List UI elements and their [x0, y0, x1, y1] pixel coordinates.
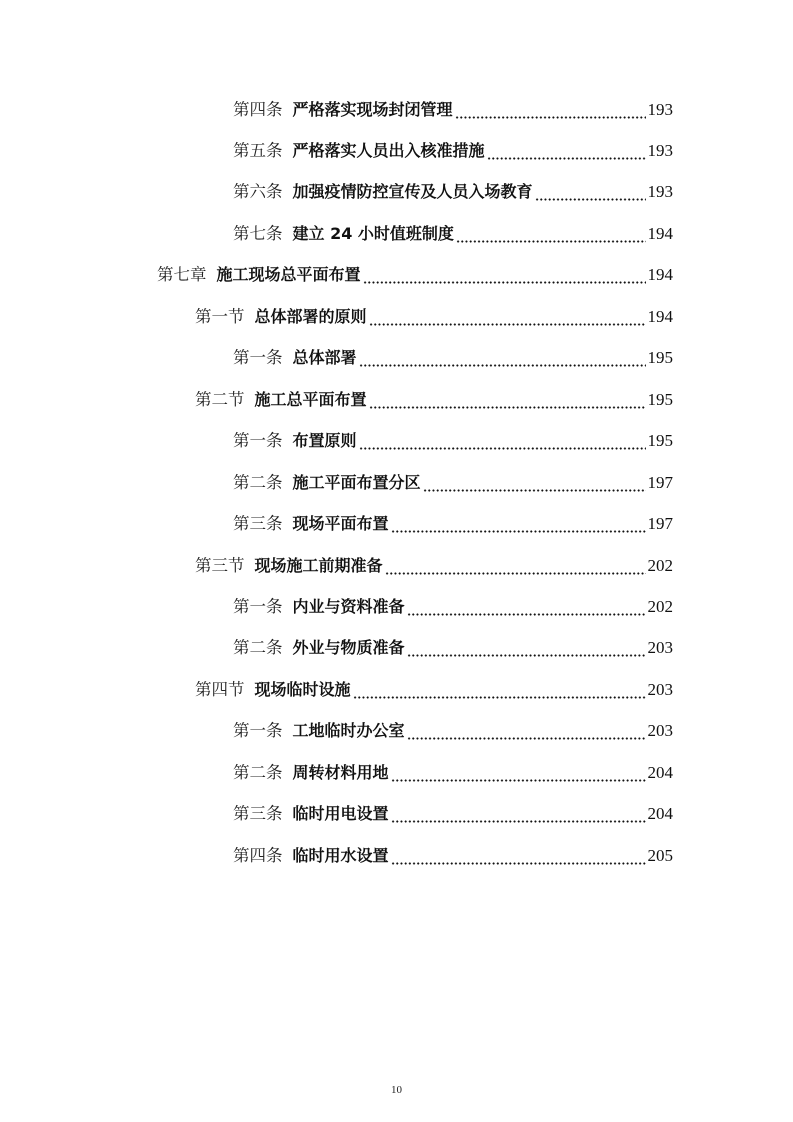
toc-entry[interactable] — [195, 304, 673, 328]
toc-entry-title: 周转材料用地 — [292, 763, 389, 782]
toc-entry-number: 第二条 — [233, 763, 283, 782]
dot-leader — [353, 679, 646, 701]
toc-entry-page: 197 — [647, 514, 673, 533]
dot-leader — [391, 845, 646, 867]
toc-entry-page: 205 — [647, 846, 673, 865]
toc-entry-page: 195 — [647, 348, 673, 367]
toc-entry-page: 193 — [647, 182, 673, 201]
dot-leader — [363, 264, 646, 286]
toc-entry-number: 第一节 — [195, 307, 245, 326]
toc-entry-number: 第二条 — [233, 473, 283, 492]
toc-entry[interactable] — [233, 470, 673, 494]
toc-entry-page: 203 — [647, 721, 673, 740]
toc-entry-page: 197 — [647, 473, 673, 492]
toc-entry-title: 外业与物质准备 — [292, 638, 405, 657]
page-number: 10 — [391, 1084, 402, 1096]
toc-entry[interactable] — [233, 428, 673, 452]
toc-entry-number: 第四条 — [233, 846, 283, 865]
toc-entry-page: 194 — [647, 307, 673, 326]
toc-entry[interactable] — [233, 635, 673, 659]
toc-entry[interactable] — [233, 760, 673, 784]
toc-entry-page: 194 — [647, 265, 673, 284]
toc-entry-title: 临时用水设置 — [292, 846, 389, 865]
toc-entry-page: 195 — [647, 431, 673, 450]
toc-entry[interactable] — [233, 718, 673, 742]
toc-entry-title: 工地临时办公室 — [292, 721, 405, 740]
toc-entry-page: 204 — [647, 763, 673, 782]
toc-entry[interactable] — [233, 179, 673, 203]
toc-entry-title: 总体部署 — [292, 348, 357, 367]
toc-entry-number: 第七章 — [157, 265, 207, 284]
toc-entry-title: 布置原则 — [292, 431, 357, 450]
toc-entry-title: 现场施工前期准备 — [254, 556, 383, 575]
toc-entry[interactable] — [195, 553, 673, 577]
toc-entry-title: 现场平面布置 — [292, 514, 389, 533]
toc-entry-title: 施工平面布置分区 — [292, 473, 421, 492]
toc-entry-number: 第一条 — [233, 721, 283, 740]
dot-leader — [407, 637, 646, 659]
toc-entry[interactable] — [233, 801, 673, 825]
toc-entry-number: 第七条 — [233, 224, 283, 243]
toc-entry-page: 202 — [647, 597, 673, 616]
toc-entry-number: 第三节 — [195, 556, 245, 575]
dot-leader — [407, 596, 646, 618]
dot-leader — [407, 720, 646, 742]
toc-entry[interactable] — [233, 345, 673, 369]
toc-entry[interactable] — [157, 262, 673, 286]
toc-entry-number: 第二节 — [195, 390, 245, 409]
toc-entry[interactable] — [195, 677, 673, 701]
toc-entry-title: 临时用电设置 — [292, 804, 389, 823]
toc-entry-number: 第五条 — [233, 141, 283, 160]
dot-leader — [535, 181, 646, 203]
toc-entry-title: 加强疫情防控宣传及人员入场教育 — [292, 182, 533, 201]
toc-entry-title: 现场临时设施 — [254, 680, 351, 699]
dot-leader — [385, 555, 646, 577]
toc-entry-number: 第三条 — [233, 804, 283, 823]
dot-leader — [369, 306, 646, 328]
dot-leader — [369, 389, 646, 411]
dot-leader — [487, 140, 646, 162]
toc-entry-title: 施工总平面布置 — [254, 390, 367, 409]
toc-entry-number: 第一条 — [233, 431, 283, 450]
dot-leader — [359, 347, 646, 369]
toc-entry-page: 203 — [647, 680, 673, 699]
dot-leader — [455, 99, 646, 121]
toc-entry-page: 202 — [647, 556, 673, 575]
toc-entry-number: 第六条 — [233, 182, 283, 201]
toc-entry-title: 严格落实人员出入核准措施 — [292, 141, 485, 160]
toc-entry[interactable] — [233, 138, 673, 162]
dot-leader — [391, 803, 646, 825]
toc-entry-title: 施工现场总平面布置 — [216, 265, 361, 284]
toc-entry-page: 193 — [647, 100, 673, 119]
toc-entry-number: 第四节 — [195, 680, 245, 699]
toc-entry-title: 内业与资料准备 — [292, 597, 405, 616]
dot-leader — [391, 762, 646, 784]
toc-entry-page: 204 — [647, 804, 673, 823]
toc-entry-number: 第三条 — [233, 514, 283, 533]
toc-entry-page: 194 — [647, 224, 673, 243]
toc-entry[interactable] — [195, 387, 673, 411]
toc-entry-title: 总体部署的原则 — [254, 307, 367, 326]
dot-leader — [423, 472, 646, 494]
toc-entry-number: 第一条 — [233, 597, 283, 616]
toc-entry-page: 195 — [647, 390, 673, 409]
dot-leader — [359, 430, 646, 452]
toc-entry[interactable] — [233, 97, 673, 121]
toc-entry-title: 建立 24 小时值班制度 — [292, 224, 454, 243]
toc-entry-page: 193 — [647, 141, 673, 160]
toc-entry[interactable] — [233, 511, 673, 535]
toc-entry-number: 第二条 — [233, 638, 283, 657]
toc-entry-title: 严格落实现场封闭管理 — [292, 100, 453, 119]
toc-entry-page: 203 — [647, 638, 673, 657]
dot-leader — [391, 513, 646, 535]
dot-leader — [456, 223, 646, 245]
toc-entry-number: 第四条 — [233, 100, 283, 119]
toc-entry[interactable] — [233, 594, 673, 618]
toc-entry-number: 第一条 — [233, 348, 283, 367]
toc-entry[interactable] — [233, 221, 673, 245]
toc-entry[interactable] — [233, 843, 673, 867]
